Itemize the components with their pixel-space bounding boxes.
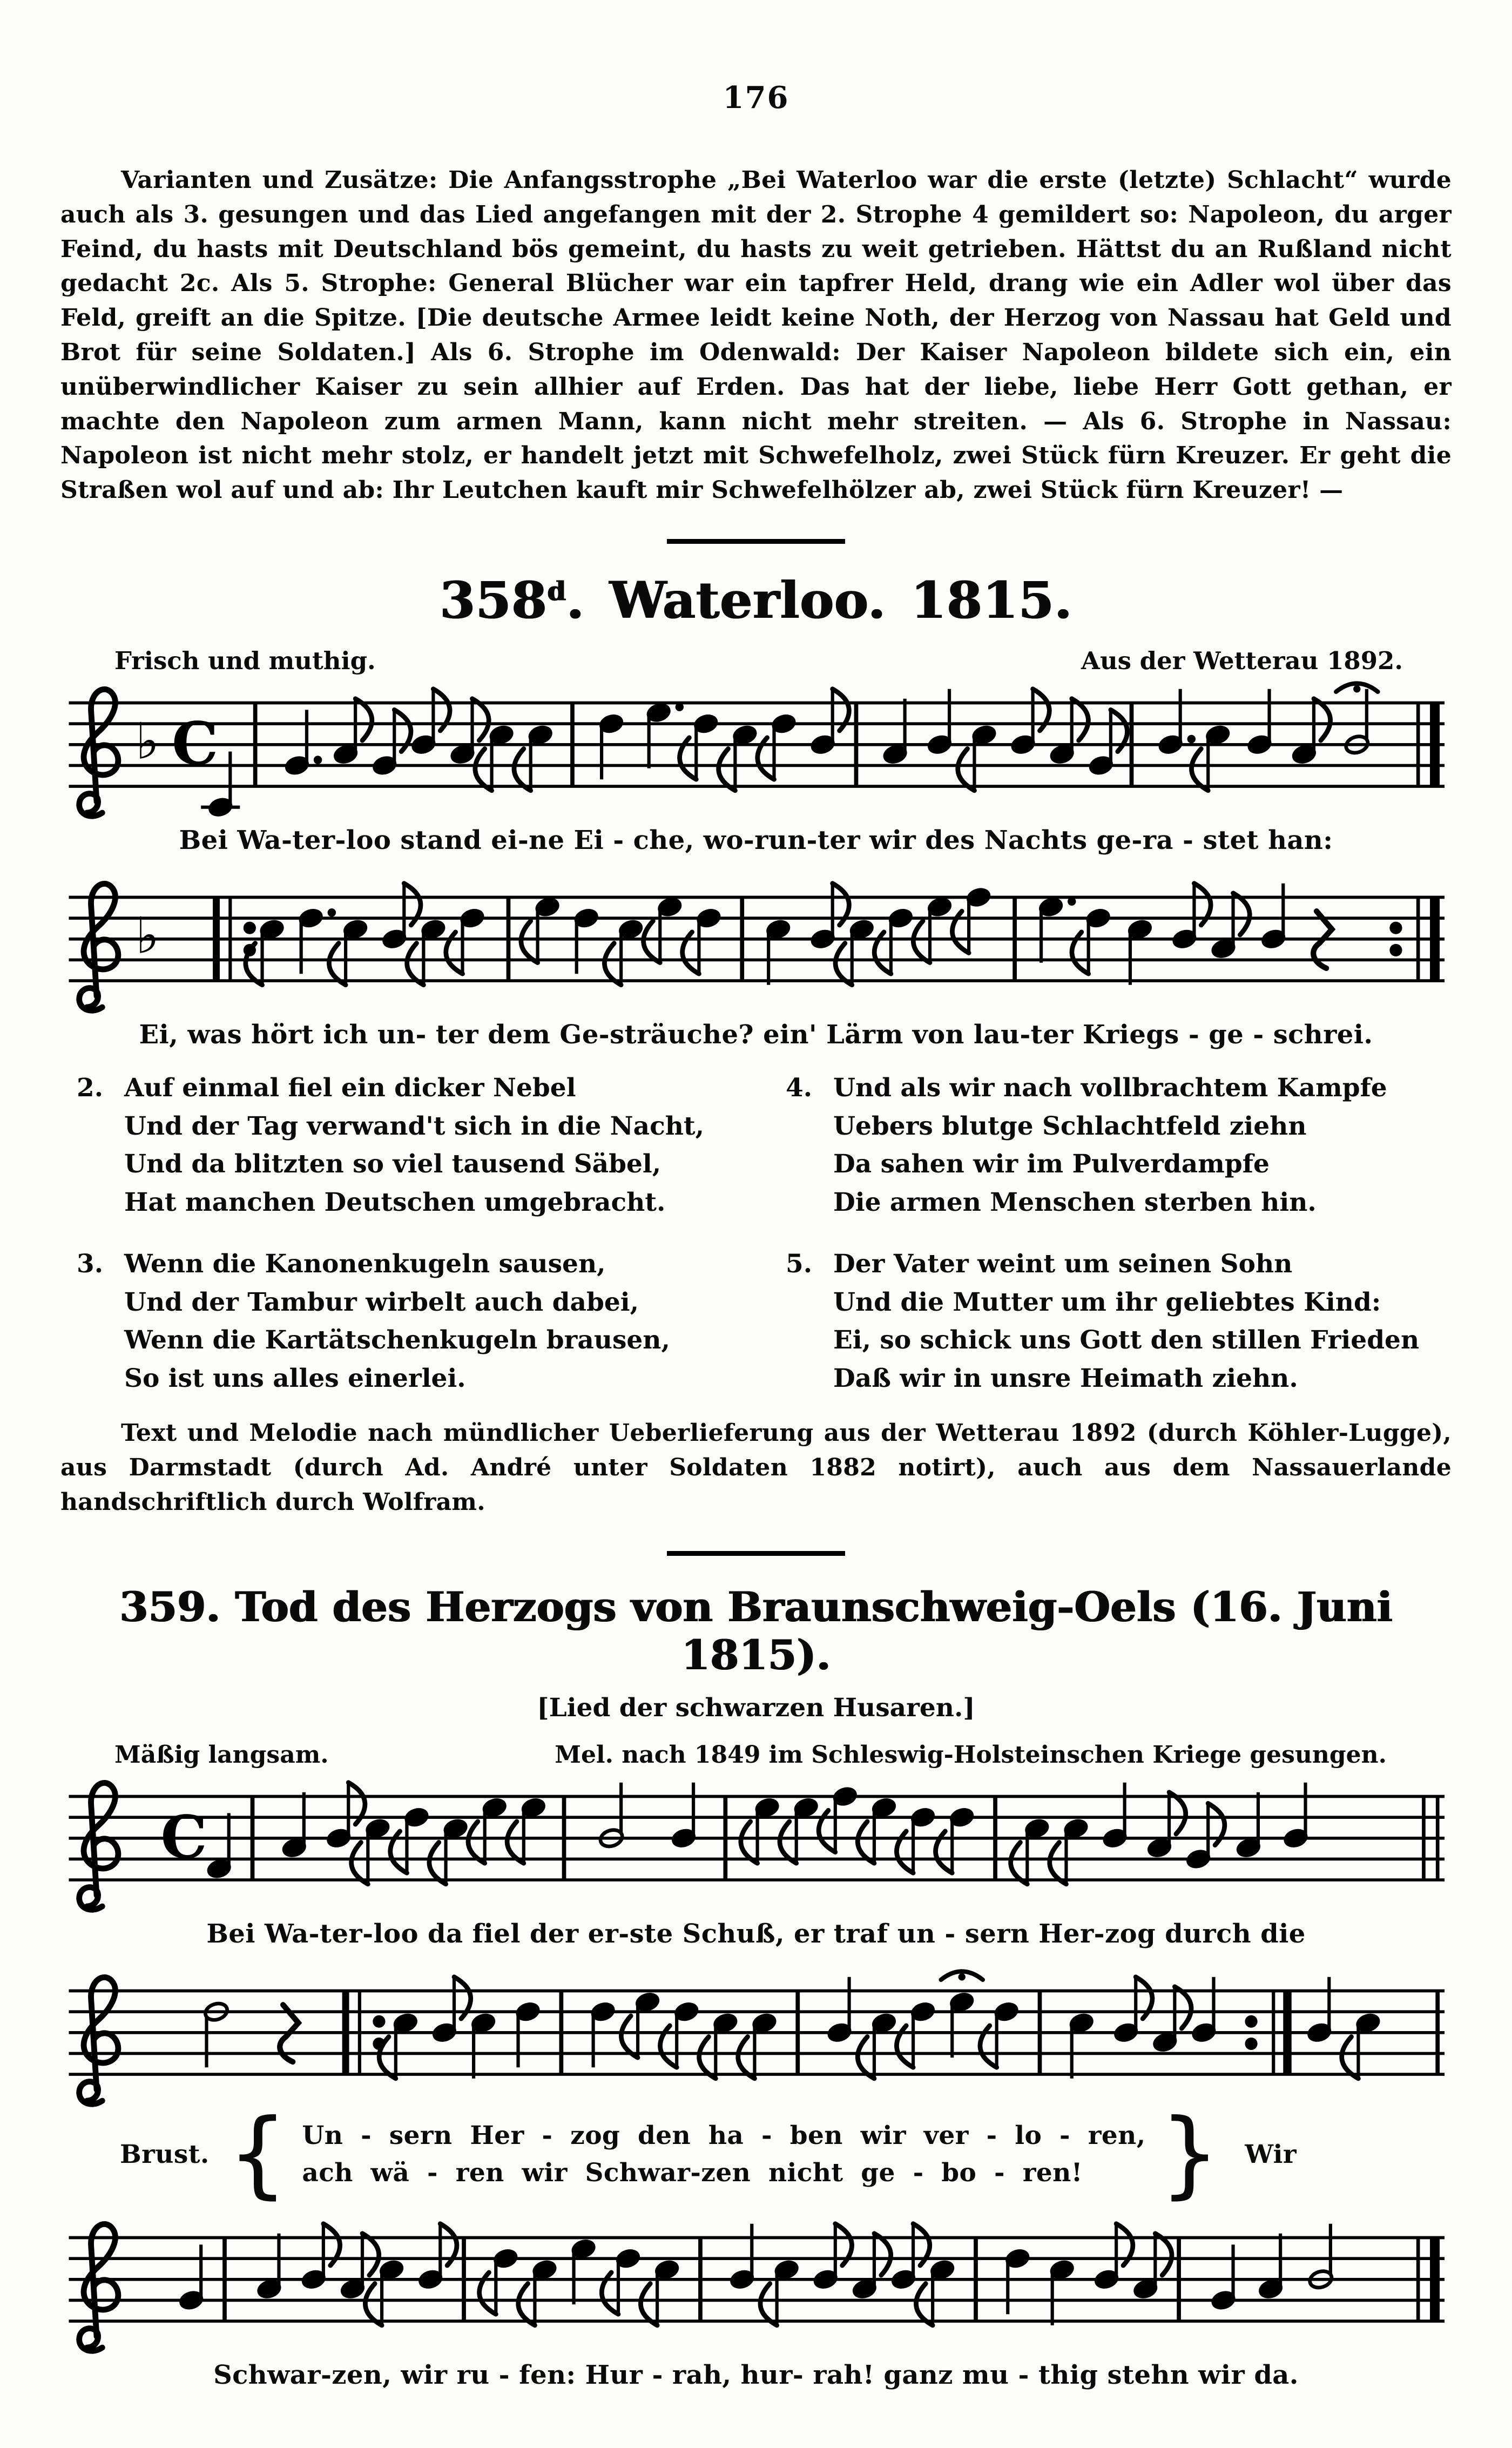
treble-clef-icon <box>79 884 118 1011</box>
repeat-dots-icon <box>1389 922 1402 934</box>
eighth-flag-icon <box>958 748 975 790</box>
footnote-358: Text und Melodie nach mündlicher Ueberlieferung aus der Wetterau 1892 (durch Köhler-Lugge), aus Darmstadt (durch Ad. André unter Soldaten 1882 notirt), auch aus dem Nassauerlande handschriftlich durch Wolfram. <box>60 1419 1452 1516</box>
music-staff-svg <box>60 869 1452 1020</box>
music-staff-359-1 <box>60 1769 1452 1919</box>
augmentation-dot <box>1187 735 1196 743</box>
augmentation-dot <box>328 908 336 916</box>
verse-lines <box>833 1245 1419 1398</box>
verse-line: Und als wir nach vollbrachtem Kampfe <box>833 1073 1387 1103</box>
verse-line: Wenn die Kanonenkugeln sausen, <box>124 1249 606 1279</box>
brace-lyrics-block <box>60 2099 1452 2209</box>
eighth-flag-icon <box>355 699 372 740</box>
eighth-flag-icon <box>1169 1792 1186 1834</box>
brace-lyric-lines <box>302 2117 1145 2191</box>
eighth-flag-icon <box>1072 699 1089 740</box>
fermata-icon <box>1353 685 1360 692</box>
verses-358 <box>77 1069 1435 1398</box>
voice-label-brust: Brust. <box>120 2140 210 2170</box>
eighth-flag-icon <box>1314 699 1331 740</box>
verse-3 <box>77 1245 726 1398</box>
heading-number: 358 <box>440 570 548 630</box>
source-note: Aus der Wetterau 1892. <box>1081 646 1403 675</box>
eighth-flag-icon <box>780 1822 796 1863</box>
verse-lines <box>124 1069 704 1222</box>
verse-line: Da sahen wir im Pulverdampfe <box>833 1149 1270 1179</box>
heading-number-dot: . <box>566 570 585 630</box>
eighth-flag-icon <box>858 2036 874 2078</box>
eighth-flag-icon <box>352 1842 368 1884</box>
eighth-flag-icon <box>741 1822 758 1863</box>
eighth-flag-icon <box>913 921 930 962</box>
music-staff-359-2 <box>60 1963 1452 2113</box>
eighth-flag-icon <box>429 1842 446 1884</box>
fermata-icon <box>959 1973 966 1980</box>
verses-left-column <box>77 1069 726 1398</box>
verse-line: Die armen Menschen sterben hin. <box>833 1187 1317 1217</box>
tempo-marking: Frisch und muthig. <box>114 646 376 675</box>
eighth-flag-icon <box>1011 1842 1028 1884</box>
tempo-marking: Mäßig langsam. <box>114 1741 329 1769</box>
treble-clef-icon <box>79 2224 118 2351</box>
eighth-flag-icon <box>475 748 492 790</box>
verse-line: Hat manchen Deutschen umgebracht. <box>124 1187 666 1217</box>
common-time-icon: C <box>160 1802 207 1872</box>
treble-clef-icon <box>79 689 118 816</box>
staff-lyrics-359-1: Bei Wa-ter-loo da fiel der er-ste Schuß, er traf un - sern Her-zog durch die <box>206 1918 1306 1949</box>
augmentation-dot <box>676 703 684 711</box>
eighth-flag-icon <box>858 1822 874 1863</box>
song-359-heading: 359. Tod des Herzogs von Braunschweig-Oels (16. Juni 1815). <box>119 1582 1393 1679</box>
common-time-icon: C <box>172 709 219 778</box>
heading-superscript: d <box>547 575 566 607</box>
song-358-meta-row <box>60 646 1452 675</box>
repeat-dots-icon <box>1389 944 1402 956</box>
eighth-flag-icon <box>1155 2234 1172 2275</box>
eighth-flag-icon <box>507 1822 524 1863</box>
eighth-flag-icon <box>518 2283 535 2325</box>
music-staff-358-1 <box>60 675 1452 825</box>
eighth-flag-icon <box>1174 1987 1191 2028</box>
eighth-flag-icon <box>621 2016 638 2058</box>
eighth-flag-icon <box>514 748 531 790</box>
verse-line: Und da blitzten so viel tausend Säbel, <box>124 1149 662 1179</box>
verse-line: Uebers blutge Schlachtfeld ziehn <box>833 1111 1307 1141</box>
verse-line: Wenn die Kartätschenkugeln brausen, <box>124 1325 670 1355</box>
eighth-flag-icon <box>916 2283 933 2325</box>
heading-year: 1815. <box>910 570 1072 630</box>
verse-line: Und die Mutter um ihr geliebtes Kind: <box>833 1287 1381 1317</box>
verse-line: Der Vater weint um seinen Sohn <box>833 1249 1293 1279</box>
repeat-dots-icon <box>373 2015 385 2028</box>
eighth-flag-icon <box>644 921 660 962</box>
treble-clef-icon <box>79 1783 118 1910</box>
eighth-flag-icon <box>835 943 852 985</box>
flat-icon: ♭ <box>136 906 159 965</box>
eighth-flag-icon <box>1192 748 1209 790</box>
song-359-meta-row <box>114 1741 1452 1769</box>
eighth-flag-icon <box>719 748 735 790</box>
eighth-flag-icon <box>760 2283 777 2325</box>
verse-line: Ei, so schick uns Gott den stillen Frieden <box>833 1325 1420 1355</box>
music-staff-svg <box>60 2210 1452 2360</box>
intro-paragraph: Varianten und Zusätze: Die Anfangsstrophe „Bei Waterloo war die erste (letzte) Schlacht“ wurde auch als 3. gesungen und das Lied angefangen mit der 2. Strophe 4 gemildert so: Napoleon, du arger Feind, du hasts mit Deutschland bös gemeint, du hasts zu weit getrieben. Hättst du an Rußland nicht gedacht 2c. Als 5. Strophe: General Blücher war ein tapfrer Held, drang wie ein Adler wol über das Feld, greift an die Spitze. [Die deutsche Armee leidt keine Noth, der Herzog von Nassau hat Geld und Brot für seine Soldaten.] Als 6. Strophe im Odenwald: Der Kaiser Napoleon bildete sich ein, ein unüberwindlicher Kaiser zu sein allhier auf Erden. Das hat der liebe, liebe Herr Gott gethan, er machte den Napoleon zum armen Mann, kann nicht mehr streiten. — Als 6. Strophe in Nassau: Napoleon ist nicht mehr stolz, er handelt jetzt mit Schwefelholz, zwei Stück fürn Kreuzer. Er geht die Straßen wol auf und ab: Ihr Leutchen kauft mir Schwefelhölzer ab, zwei Stück fürn Kreuzer! — <box>60 166 1452 504</box>
lyric-tail-wir: Wir <box>1245 2140 1297 2170</box>
eighth-flag-icon <box>874 2234 891 2275</box>
treble-clef-icon <box>79 1977 118 2104</box>
section-divider <box>667 539 845 544</box>
eighth-flag-icon <box>379 2036 396 2078</box>
melody-note: Mel. nach 1849 im Schleswig-Holsteinschen Kriege gesungen. <box>555 1741 1387 1769</box>
staff-lyrics-359-3: Schwar-zen, wir ru - fen: Hur - rah, hur- rah! ganz mu - thig stehn wir da. <box>213 2360 1299 2391</box>
flat-icon: ♭ <box>136 712 159 771</box>
eighth-flag-icon <box>1050 1842 1066 1884</box>
verse-5 <box>786 1245 1435 1398</box>
music-staff-359-3 <box>60 2210 1452 2360</box>
verse-number: 2. <box>77 1073 104 1103</box>
verse-number: 4. <box>786 1073 813 1103</box>
music-staff-svg <box>60 675 1452 825</box>
staff-lyrics-358-1: Bei Wa-ter-loo stand ei-ne Ei - che, wo-run-ter wir des Nachts ge-ra - stet han: <box>179 825 1333 856</box>
verse-number: 5. <box>786 1249 813 1279</box>
eighth-flag-icon <box>604 943 621 985</box>
verse-2 <box>77 1069 726 1222</box>
augmentation-dot <box>314 756 322 764</box>
heading-title: Waterloo. <box>609 570 886 630</box>
verse-lines <box>833 1069 1387 1222</box>
lyric-upper: Un - sern Her - zog den ha - ben wir ver - lo - ren, <box>302 2121 1146 2151</box>
augmentation-dot <box>1068 898 1076 906</box>
eighth-flag-icon <box>329 943 346 985</box>
curly-brace-close-icon: } <box>1159 2099 1220 2209</box>
repeat-dots-icon <box>244 922 256 934</box>
eighth-flag-icon <box>473 699 489 740</box>
verse-lines <box>124 1245 670 1398</box>
music-staff-svg <box>60 1769 1452 1919</box>
eighth-flag-icon <box>521 921 538 962</box>
verse-line: Auf einmal fiel ein dicker Nebel <box>124 1073 576 1103</box>
eighth-flag-icon <box>468 1822 485 1863</box>
repeat-dots-icon <box>1245 2038 1257 2050</box>
curly-brace-open-icon: { <box>227 2099 288 2209</box>
verse-line: Und der Tambur wirbelt auch dabei, <box>124 1287 639 1317</box>
verse-line: Und der Tag verwand't sich in die Nacht, <box>124 1111 704 1141</box>
eighth-flag-icon <box>1233 893 1250 935</box>
lyric-lower: ach wä - ren wir Schwar-zen nicht ge - bo - ren! <box>302 2157 1083 2188</box>
page-number: 176 <box>723 80 789 116</box>
verse-4 <box>786 1069 1435 1222</box>
eighth-flag-icon <box>699 2036 716 2078</box>
verse-line: Daß wir in unsre Heimath ziehn. <box>833 1363 1298 1393</box>
music-staff-358-2 <box>60 869 1452 1020</box>
eighth-flag-icon <box>407 943 424 985</box>
eighth-flag-icon <box>365 2283 382 2325</box>
eighth-flag-icon <box>1342 2036 1359 2078</box>
staff-lyrics-358-2: Ei, was hört ich un- ter dem Ge-sträuche? ein' Lärm von lau-ter Kriegs - ge - schrei. <box>139 1020 1373 1050</box>
verse-number: 3. <box>77 1249 104 1279</box>
verses-right-column <box>786 1069 1435 1398</box>
verse-line: So ist uns alles einerlei. <box>124 1363 466 1393</box>
song-358-heading <box>60 571 1452 630</box>
eighth-flag-icon <box>362 2234 379 2275</box>
eighth-flag-icon <box>640 2283 657 2325</box>
eighth-flag-icon <box>738 2036 755 2078</box>
song-359-subtitle: [Lied der schwarzen Husaren.] <box>537 1692 975 1723</box>
section-divider <box>667 1551 845 1556</box>
repeat-dots-icon <box>1245 2015 1257 2028</box>
music-staff-svg <box>60 1963 1452 2113</box>
